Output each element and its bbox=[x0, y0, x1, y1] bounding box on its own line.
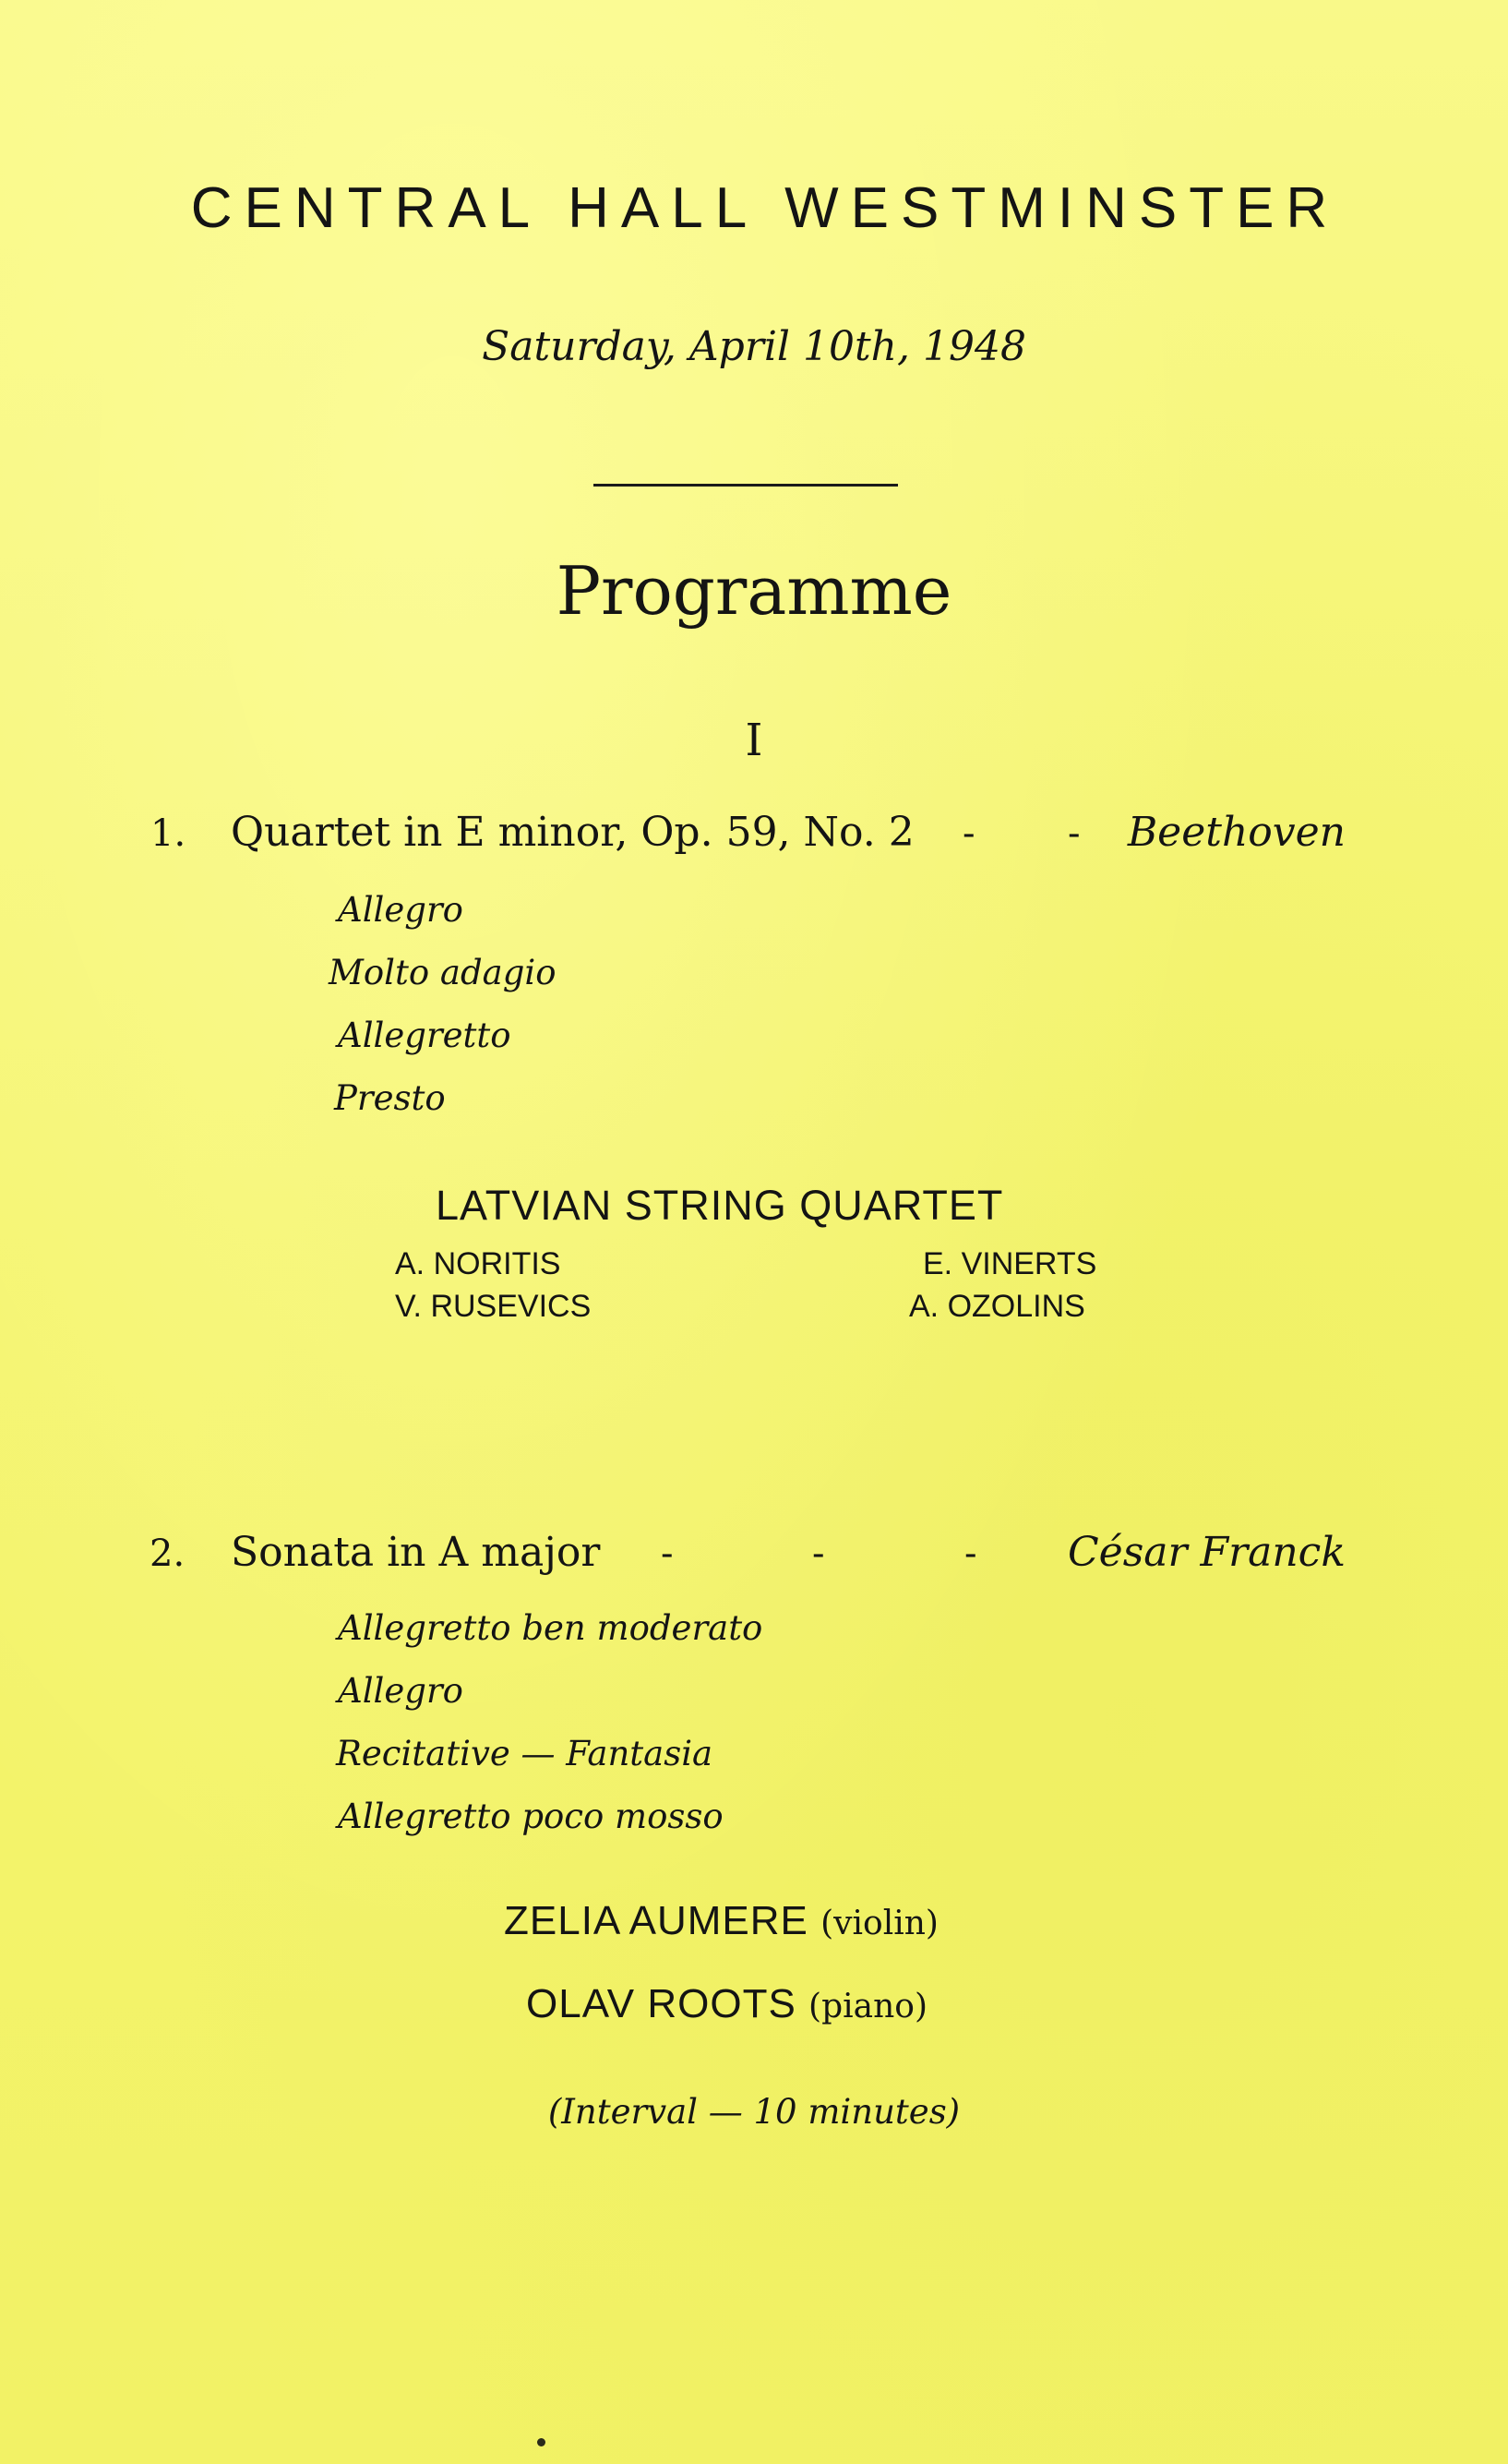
movement: Allegretto ben moderato bbox=[338, 1608, 763, 1648]
work-number: 1. bbox=[150, 812, 186, 855]
movement: Molto adagio bbox=[329, 953, 557, 992]
performer bbox=[526, 1981, 928, 2027]
leader-dash: - bbox=[963, 812, 975, 855]
leader-dash: - bbox=[812, 1532, 825, 1575]
leader-dash: - bbox=[964, 1532, 977, 1575]
movement: Allegro bbox=[338, 1671, 463, 1711]
performer-instrument: (violin) bbox=[820, 1905, 939, 1942]
ensemble-member: E. VINERTS bbox=[923, 1246, 1097, 1281]
performer bbox=[504, 1898, 939, 1944]
ensemble-member: A. OZOLINS bbox=[909, 1289, 1085, 1324]
work-title: Sonata in A major bbox=[231, 1529, 601, 1576]
movement: Recitative — Fantasia bbox=[336, 1734, 713, 1773]
movement: Allegretto poco mosso bbox=[338, 1797, 724, 1836]
ensemble-member: A. NORITIS bbox=[395, 1246, 561, 1281]
paper-speck bbox=[537, 2438, 545, 2446]
performer-name: ZELIA AUMERE bbox=[504, 1898, 808, 1943]
concert-date: Saturday, April 10th, 1948 bbox=[482, 323, 1026, 370]
leader-dash: - bbox=[1068, 812, 1081, 855]
movement: Presto bbox=[334, 1078, 446, 1118]
composer-name: Beethoven bbox=[1127, 809, 1346, 856]
movement: Allegro bbox=[338, 890, 463, 930]
performer-name: OLAV ROOTS bbox=[526, 1981, 796, 2026]
composer-name: César Franck bbox=[1068, 1529, 1346, 1576]
performer-instrument: (piano) bbox=[808, 1988, 928, 2025]
ensemble-name: LATVIAN STRING QUARTET bbox=[436, 1182, 1004, 1229]
divider-rule bbox=[593, 484, 898, 487]
programme-heading: Programme bbox=[556, 552, 952, 630]
work-title: Quartet in E minor, Op. 59, No. 2 bbox=[231, 809, 915, 856]
interval-note: (Interval — 10 minutes) bbox=[547, 2092, 961, 2132]
leader-dash: - bbox=[661, 1532, 674, 1575]
movement: Allegretto bbox=[338, 1016, 511, 1055]
ensemble-member: V. RUSEVICS bbox=[395, 1289, 592, 1324]
venue-title: CENTRAL HALL WESTMINSTER bbox=[190, 176, 1340, 240]
part-numeral: I bbox=[745, 715, 763, 766]
work-number: 2. bbox=[150, 1532, 186, 1575]
